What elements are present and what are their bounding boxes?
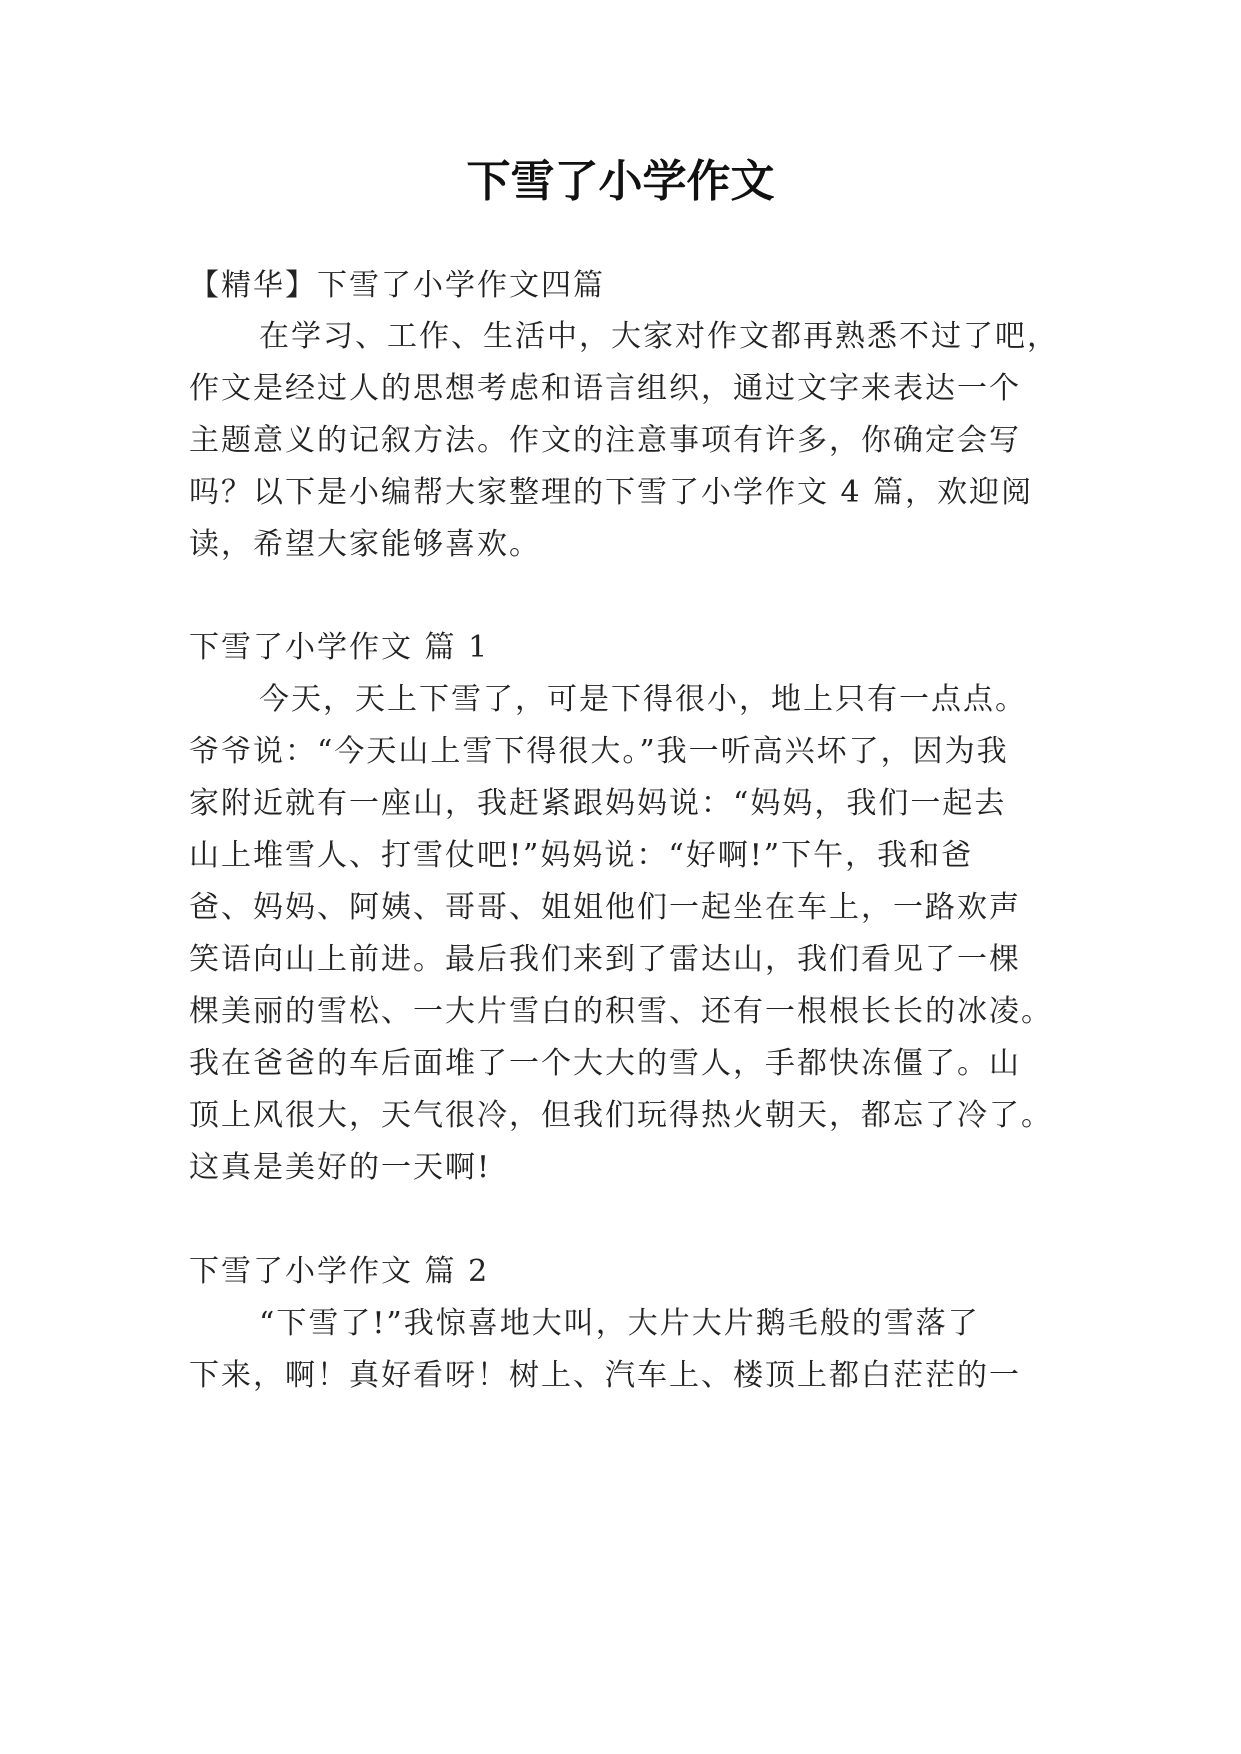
section2-line: “下雪了!”我惊喜地大叫，大片大片鹅毛般的雪落了 — [259, 1306, 980, 1341]
section1-line: 今天，天上下雪了，可是下得很小，地上只有一点点。 — [259, 682, 1027, 717]
document-title: 下雪了小学作文 — [466, 156, 775, 207]
document-subtitle: 【精华】下雪了小学作文四篇 — [189, 268, 605, 303]
section-heading: 下雪了小学作文 篇 2 — [189, 1254, 490, 1289]
section1-line: 爷爷说：“今天山上雪下得很大。”我一听高兴坏了，因为我 — [189, 734, 1009, 769]
section1-line: 山上堆雪人、打雪仗吧!”妈妈说：“好啊!”下午，我和爸 — [189, 838, 974, 873]
section1-line: 我在爸爸的车后面堆了一个大大的雪人，手都快冻僵了。山 — [189, 1046, 1021, 1081]
section1-line: 家附近就有一座山，我赶紧跟妈妈说：“妈妈，我们一起去 — [189, 786, 1007, 821]
section1-line: 这真是美好的一天啊! — [189, 1150, 492, 1185]
section1-line: 顶上风很大，天气很冷，但我们玩得热火朝天，都忘了冷了。 — [189, 1098, 1053, 1133]
section1-line: 爸、妈妈、阿姨、哥哥、姐姐他们一起坐在车上，一路欢声 — [189, 890, 1021, 925]
intro-line: 作文是经过人的思想考虑和语言组织，通过文字来表达一个 — [189, 371, 1021, 406]
section2-line: 下来，啊！真好看呀！树上、汽车上、楼顶上都白茫茫的一 — [189, 1358, 1021, 1393]
intro-line: 读，希望大家能够喜欢。 — [189, 527, 541, 562]
section1-line: 笑语向山上前进。最后我们来到了雷达山，我们看见了一棵 — [189, 942, 1021, 977]
intro-line: 在学习、工作、生活中，大家对作文都再熟悉不过了吧， — [259, 319, 1059, 354]
section1-line: 棵美丽的雪松、一大片雪白的积雪、还有一根根长长的冰凌。 — [189, 994, 1053, 1029]
intro-line: 吗？以下是小编帮大家整理的下雪了小学作文 4 篇，欢迎阅 — [189, 475, 1034, 510]
intro-line: 主题意义的记叙方法。作文的注意事项有许多，你确定会写 — [189, 423, 1021, 458]
section-heading: 下雪了小学作文 篇 1 — [189, 630, 490, 665]
